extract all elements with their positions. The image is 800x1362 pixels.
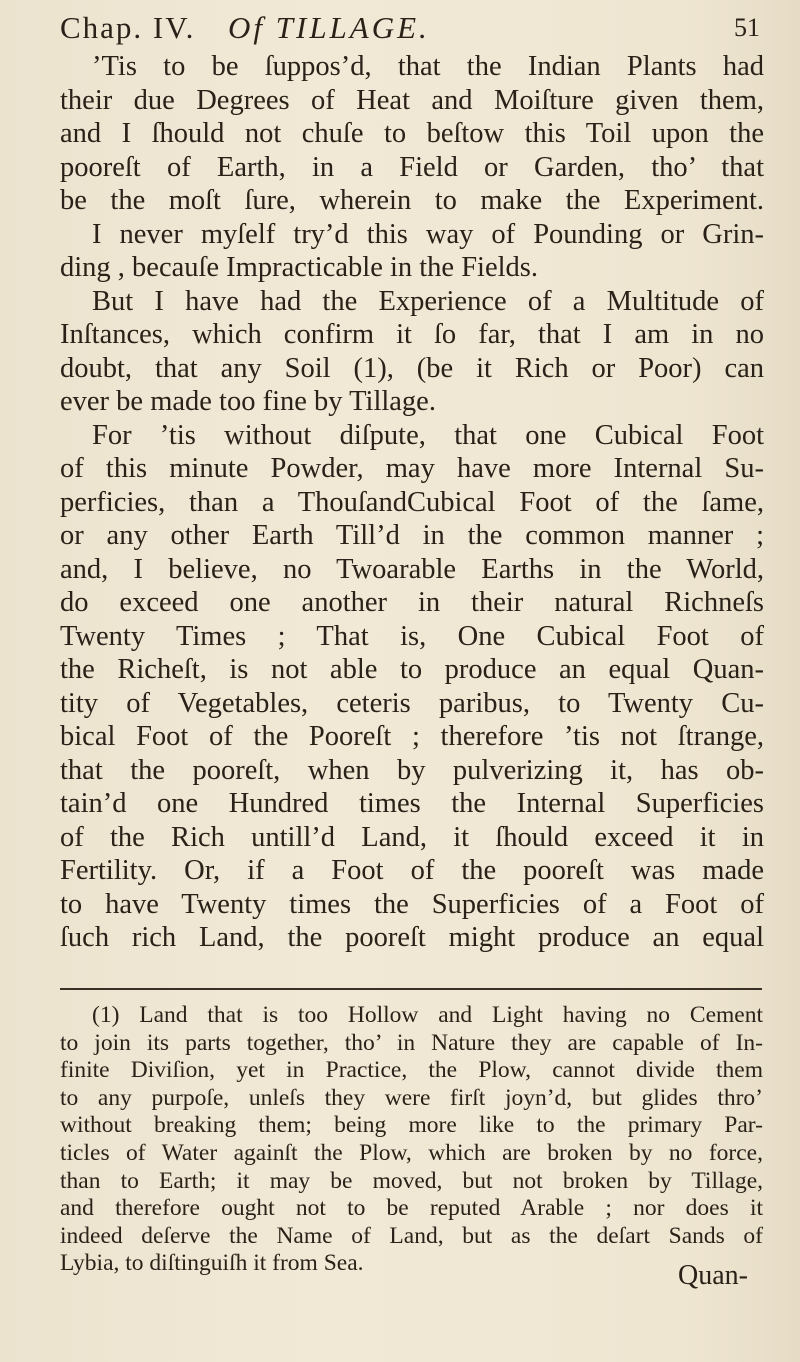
text-line: Inſtances, which confirm it ſo far, that I am in no xyxy=(60,319,764,350)
footnote-line: to join its parts together, tho’ in Nature they are capable of In- xyxy=(60,1029,763,1056)
text-line: be the moſt ſure, wherein to make the Experiment. xyxy=(60,185,764,216)
text-line: the Richeſt, is not able to produce an equal Quan- xyxy=(60,654,764,685)
text-line: of the Rich untill’d Land, it ſhould exceed it in xyxy=(60,821,764,853)
text-line: doubt, that any Soil (1), (be it Rich or Poor) can xyxy=(60,352,764,384)
footnote-line: and therefore ought not to be reputed Arable ; nor does it xyxy=(60,1195,763,1222)
text-line: I never myſelf try’d this way of Pounding or Grin- xyxy=(92,218,764,250)
text-line: their due Degrees of Heat and Moiſture given them, xyxy=(60,84,764,116)
footnote-line: ticles of Water againſt the Plow, which are broken by no force, xyxy=(60,1139,763,1166)
catchword: Quan- xyxy=(678,1260,748,1291)
footnote-line: finite Diviſion, yet in Practice, the Plow, cannot divide them xyxy=(60,1057,763,1084)
text-line: to have Twenty times the Superficies of a Foot of xyxy=(60,888,764,920)
text-line: ’Tis to be ſuppos’d, that the Indian Plants had xyxy=(92,51,764,82)
text-line: bical Foot of the Pooreſt ; therefore ’tis not ſtrange, xyxy=(60,721,764,752)
text-line: tain’d one Hundred times the Internal Superficies xyxy=(60,788,764,819)
text-line: Fertility. Or, if a Foot of the pooreſt was made xyxy=(60,855,764,886)
running-header xyxy=(60,8,760,48)
text-line: and I ſhould not chuſe to beſtow this Toil upon the xyxy=(60,118,764,149)
chapter-label: Chap. IV. xyxy=(60,10,196,45)
footnote-line: than to Earth; it may be moved, but not broken by Tillage, xyxy=(60,1167,763,1194)
text-line: ding , becauſe Impracticable in the Fields. xyxy=(60,252,539,283)
footnote-divider xyxy=(60,988,762,990)
main-text xyxy=(60,50,764,955)
chapter-title: Of TILLAGE. xyxy=(228,10,430,45)
text-line: and, I believe, no Twoarable Earths in the World, xyxy=(60,553,764,585)
footnote-line: indeed deſerve the Name of Land, but as the deſart Sands of xyxy=(60,1222,763,1249)
text-line: pooreſt of Earth, in a Field or Garden, tho’ that xyxy=(60,151,764,183)
text-line: or any other Earth Till’d in the common manner ; xyxy=(60,520,764,551)
text-line: of this minute Powder, may have more Internal Su- xyxy=(60,453,764,484)
text-line: tity of Vegetables, ceteris paribus, to Twenty Cu- xyxy=(60,687,764,719)
text-line: that the pooreſt, when by pulverizing it, has ob- xyxy=(60,754,764,786)
footnote-line: to any purpoſe, unleſs they were firſt joyn’d, but glides thro’ xyxy=(60,1084,763,1111)
footnote-line: (1) Land that is too Hollow and Light having no Cement xyxy=(92,1002,763,1028)
text-line: ever be made too fine by Tillage. xyxy=(60,386,436,417)
footnote-line: Lybia, to diſtinguiſh it from Sea. xyxy=(60,1250,364,1277)
text-line: But I have had the Experience of a Multitude of xyxy=(92,285,764,317)
text-line: Twenty Times ; That is, One Cubical Foot of xyxy=(60,620,764,652)
text-line: For ’tis without diſpute, that one Cubical Foot xyxy=(92,419,764,451)
text-line: ſuch rich Land, the pooreſt might produce an equal xyxy=(60,922,764,953)
footnote xyxy=(60,1002,763,1278)
footnote-line: without breaking them; being more like to the primary Par- xyxy=(60,1112,763,1139)
page-number: 51 xyxy=(734,13,760,42)
text-line: do exceed one another in their natural Richneſs xyxy=(60,587,764,618)
text-line: perficies, than a ThouſandCubical Foot of the ſame, xyxy=(60,486,764,518)
